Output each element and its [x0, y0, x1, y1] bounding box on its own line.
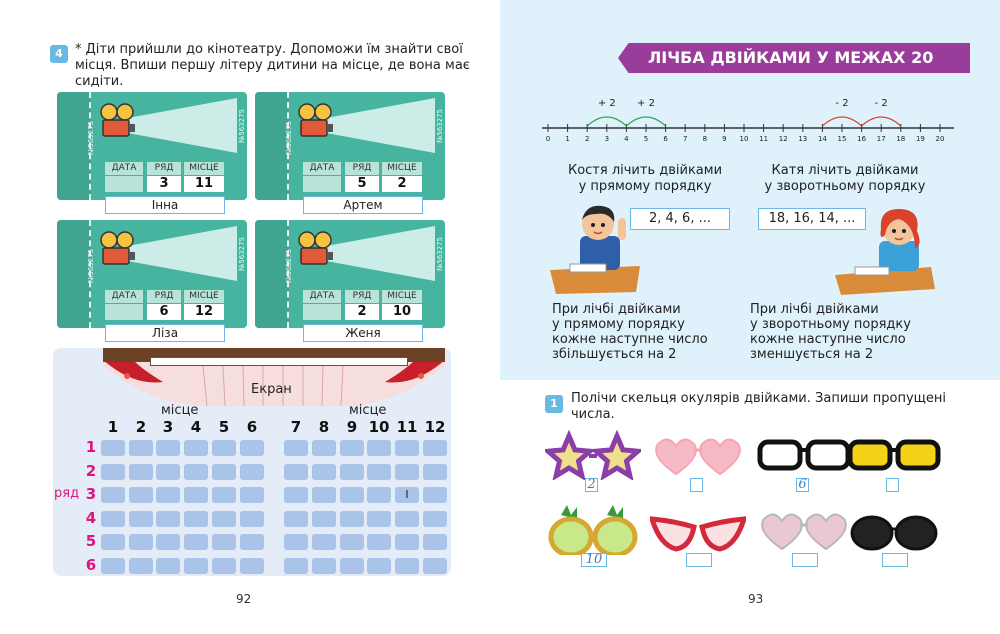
- ticket-stub: [57, 92, 91, 200]
- number-line-tick-label: 7: [682, 135, 688, 143]
- black-glasses-icon: [756, 430, 852, 480]
- missing-number-field[interactable]: 10: [581, 553, 607, 567]
- task-4-line-2: місця. Впиши першу літеру дитини на місце, де вона має: [75, 58, 470, 73]
- seat-row-number: 5: [85, 532, 97, 550]
- ticket-date-label: ДАТА: [105, 290, 143, 303]
- hall-seat[interactable]: [240, 511, 264, 527]
- hall-seat[interactable]: [395, 534, 419, 550]
- katia-rule-1: При лічбі двійками: [750, 302, 879, 317]
- hall-seat[interactable]: [284, 534, 308, 550]
- ticket-seat-label: МІСЦЕ: [184, 162, 224, 175]
- glasses-item: [846, 430, 942, 484]
- hall-seat[interactable]: [340, 511, 364, 527]
- number-line-tick-label: 15: [837, 135, 847, 143]
- glasses-item: [545, 505, 641, 559]
- ticket-seat-label: МІСЦЕ: [382, 162, 422, 175]
- number-line-tick-label: 3: [604, 135, 610, 143]
- hall-seat[interactable]: [312, 464, 336, 480]
- hall-seat[interactable]: [212, 464, 236, 480]
- kostia-caption-2: у прямому порядку: [578, 179, 712, 194]
- kostia-rule-2: у прямому порядку: [552, 317, 685, 332]
- hall-seat[interactable]: [101, 487, 125, 503]
- task-1-line-2: числа.: [571, 407, 615, 422]
- minus-jump-arc-label: - 2: [874, 98, 888, 109]
- hall-seat[interactable]: [340, 440, 364, 456]
- missing-number-field[interactable]: 2: [585, 478, 598, 492]
- hall-seat[interactable]: [129, 511, 153, 527]
- ticket-row-label: РЯД: [147, 290, 181, 303]
- hall-seat[interactable]: [212, 440, 236, 456]
- seat-column-number: 3: [162, 418, 174, 436]
- projector-icon: [295, 102, 335, 142]
- number-line-tick-label: 14: [817, 135, 827, 143]
- hall-seat[interactable]: [340, 487, 364, 503]
- number-line-tick-label: 20: [935, 135, 945, 143]
- number-line-tick-label: 13: [798, 135, 808, 143]
- ticket-seat-value: 11: [184, 176, 224, 192]
- hall-seat[interactable]: [423, 464, 447, 480]
- ticket-serial-left: №563275: [87, 248, 95, 283]
- ticket-owner-name: Інна: [105, 196, 225, 214]
- ticket-stub: [57, 220, 91, 328]
- seat-column-number: 8: [318, 418, 330, 436]
- missing-number-field[interactable]: [882, 553, 908, 567]
- ticket-date-value: [105, 304, 143, 320]
- missing-number-field[interactable]: [886, 478, 899, 492]
- katia-rule-2: у зворотньому порядку: [750, 317, 911, 332]
- number-line-tick-label: 17: [876, 135, 886, 143]
- number-line-tick-label: 18: [896, 135, 906, 143]
- ticket-owner-name: Артем: [303, 196, 423, 214]
- number-line-tick-label: 11: [759, 135, 769, 143]
- hall-seat[interactable]: [395, 511, 419, 527]
- cinema-hall: [53, 348, 451, 576]
- hall-seat[interactable]: [212, 511, 236, 527]
- ticket-serial-left: №563275: [285, 120, 293, 155]
- hall-seat[interactable]: [129, 464, 153, 480]
- seat-column-number: 12: [424, 418, 446, 436]
- hall-seat[interactable]: [367, 487, 391, 503]
- hall-seat[interactable]: [156, 440, 180, 456]
- hall-seat[interactable]: [184, 511, 208, 527]
- number-line-tick-label: 12: [778, 135, 788, 143]
- seat-column-number: 9: [346, 418, 358, 436]
- seat-row-number: 4: [85, 508, 97, 527]
- kostia-rule-1: При лічбі двійками: [552, 302, 681, 317]
- hall-seat[interactable]: [284, 511, 308, 527]
- katia-rule-4: зменшується на 2: [750, 347, 874, 362]
- task-4-badge: 4: [50, 45, 68, 63]
- hall-seat[interactable]: [212, 534, 236, 550]
- ticket-date-value: [105, 176, 143, 192]
- hall-seat[interactable]: [101, 534, 125, 550]
- hall-seat[interactable]: [156, 534, 180, 550]
- glasses-item: [846, 505, 942, 559]
- glasses-item: [756, 430, 852, 484]
- katia-caption-1: Катя лічить двійками: [771, 163, 919, 178]
- hall-seat[interactable]: [212, 558, 236, 574]
- screen-label: Екран: [251, 382, 292, 397]
- ticket-row-value: 3: [147, 176, 181, 192]
- heart-glasses-icon: [650, 430, 746, 480]
- glasses-item: [756, 505, 852, 559]
- ticket-date-label: ДАТА: [105, 162, 143, 175]
- hall-seat[interactable]: [129, 558, 153, 574]
- number-line-tick-label: 4: [624, 135, 629, 143]
- hall-seat[interactable]: [367, 511, 391, 527]
- hall-seat[interactable]: [129, 487, 153, 503]
- hall-seat[interactable]: [312, 558, 336, 574]
- red-cat-eye-glasses-icon: [650, 505, 746, 555]
- round-black-sunglasses-icon: [846, 505, 942, 555]
- projector-icon: [97, 102, 137, 142]
- ticket-body: [255, 92, 445, 200]
- kostia-illustration: [550, 200, 640, 295]
- hall-seat[interactable]: [423, 511, 447, 527]
- cinema-ticket: [255, 92, 445, 200]
- ticket-seat-label: МІСЦЕ: [382, 290, 422, 303]
- ticket-row-label: РЯД: [345, 162, 379, 175]
- number-line-tick-label: 10: [739, 135, 749, 143]
- hall-seat[interactable]: [284, 464, 308, 480]
- glasses-item: [650, 505, 746, 559]
- hall-seat[interactable]: [184, 558, 208, 574]
- missing-number-field[interactable]: [792, 553, 818, 567]
- hall-seat[interactable]: [184, 464, 208, 480]
- seat-row-number: 1: [85, 438, 97, 456]
- page-number-right: 93: [748, 592, 764, 606]
- hall-seat[interactable]: [312, 440, 336, 456]
- number-line-tick-label: 19: [915, 135, 925, 143]
- star-glasses-icon: [545, 430, 641, 480]
- kostia-caption-1: Костя лічить двійками: [567, 163, 723, 178]
- ticket-body: [255, 220, 445, 328]
- ticket-body: [57, 92, 247, 200]
- page-number-left: 92: [236, 592, 252, 606]
- hall-seat[interactable]: [312, 487, 336, 503]
- hall-seat[interactable]: [129, 440, 153, 456]
- hall-seat[interactable]: [395, 464, 419, 480]
- silver-heart-glasses-icon: [756, 505, 852, 555]
- missing-number-field[interactable]: [686, 553, 712, 567]
- katia-caption-2: у зворотньому порядку: [764, 179, 926, 194]
- hall-seat[interactable]: [101, 464, 125, 480]
- hall-seat[interactable]: [284, 440, 308, 456]
- pineapple-glasses-icon: [545, 505, 641, 555]
- seat-row-number: 3: [85, 485, 97, 503]
- ticket-stub: [255, 92, 289, 200]
- cinema-ticket: [57, 220, 247, 328]
- ticket-serial-left: №563275: [285, 248, 293, 283]
- seat-column-number: 6: [246, 418, 258, 436]
- hall-seat[interactable]: [284, 487, 308, 503]
- katia-speech: 18, 16, 14, ...: [758, 208, 866, 230]
- kostia-speech: 2, 4, 6, ...: [630, 208, 730, 230]
- glasses-item: [545, 430, 641, 484]
- ticket-serial-left: №563275: [87, 120, 95, 155]
- projector-icon: [97, 230, 137, 270]
- hall-seat[interactable]: [423, 440, 447, 456]
- ticket-row-value: 6: [147, 304, 181, 320]
- number-line-tick-label: 6: [663, 135, 668, 143]
- seat-column-number: 10: [368, 418, 390, 436]
- topic-title: ЛІЧБА ДВІЙКАМИ У МЕЖАХ 20: [648, 48, 934, 67]
- ticket-date-label: ДАТА: [303, 162, 341, 175]
- number-line-tick-label: 1: [565, 135, 570, 143]
- hall-seat[interactable]: [423, 558, 447, 574]
- ticket-row-value: 5: [345, 176, 379, 192]
- seat-column-number: 2: [135, 418, 147, 436]
- seat-column-number: 5: [218, 418, 230, 436]
- katia-rule-3: кожне наступне число: [750, 332, 906, 347]
- hall-seat[interactable]: [284, 558, 308, 574]
- ticket-seat-value: 2: [382, 176, 422, 192]
- hall-seat[interactable]: [101, 440, 125, 456]
- ticket-body: [57, 220, 247, 328]
- kostia-rule-4: збільшується на 2: [552, 347, 677, 362]
- hall-seat[interactable]: [367, 464, 391, 480]
- hall-seat[interactable]: [312, 511, 336, 527]
- hall-seat[interactable]: [423, 534, 447, 550]
- kostia-rule-3: кожне наступне число: [552, 332, 708, 347]
- missing-number-field[interactable]: 6: [796, 478, 809, 492]
- task-1-badge: 1: [545, 395, 563, 413]
- row-label: ряд: [54, 486, 80, 501]
- cinema-screen: [150, 357, 408, 366]
- hall-seat[interactable]: [340, 558, 364, 574]
- ticket-seat-label: МІСЦЕ: [184, 290, 224, 303]
- task-4-line-3: сидіти.: [75, 74, 124, 89]
- hall-seat[interactable]: [240, 464, 264, 480]
- hall-seat[interactable]: [184, 534, 208, 550]
- hall-seat[interactable]: [240, 558, 264, 574]
- projector-icon: [295, 230, 335, 270]
- ticket-date-value: [303, 304, 341, 320]
- hall-seat[interactable]: [212, 487, 236, 503]
- ticket-date-value: [303, 176, 341, 192]
- hall-seat[interactable]: [340, 534, 364, 550]
- number-line-tick-label: 2: [584, 135, 590, 143]
- seat-column-number: 7: [290, 418, 302, 436]
- hall-seat[interactable]: [340, 464, 364, 480]
- number-line-tick-label: 9: [722, 135, 727, 143]
- plus-jump-arc-label: + 2: [597, 98, 616, 109]
- ticket-serial-right: №563275: [237, 236, 246, 272]
- hall-seat[interactable]: [367, 534, 391, 550]
- hall-seat[interactable]: [240, 534, 264, 550]
- ticket-row-label: РЯД: [147, 162, 181, 175]
- number-line-tick-label: 0: [545, 135, 551, 143]
- plus-jump-arc-label: + 2: [637, 98, 655, 109]
- hall-seat[interactable]: [129, 534, 153, 550]
- yellow-sunglasses-icon: [846, 430, 942, 480]
- hall-seat[interactable]: [312, 534, 336, 550]
- minus-jump-arc-label: - 2: [835, 98, 849, 109]
- number-line: [540, 90, 960, 150]
- seat-label-right: місце: [349, 403, 387, 418]
- right-page: [500, 0, 1000, 634]
- hall-seat[interactable]: [184, 487, 208, 503]
- hall-seat[interactable]: І: [395, 487, 419, 503]
- ticket-serial-right: №563275: [237, 108, 246, 144]
- hall-seat[interactable]: [184, 440, 208, 456]
- hall-seat[interactable]: [423, 487, 447, 503]
- hall-seat[interactable]: [367, 558, 391, 574]
- hall-seat[interactable]: [156, 558, 180, 574]
- ticket-stub: [255, 220, 289, 328]
- ticket-seat-value: 12: [184, 304, 224, 320]
- hall-seat[interactable]: [101, 558, 125, 574]
- cinema-ticket: [255, 220, 445, 328]
- ticket-date-label: ДАТА: [303, 290, 341, 303]
- seat-column-number: 11: [396, 418, 418, 436]
- hall-seat[interactable]: [156, 511, 180, 527]
- glasses-item: [650, 430, 746, 484]
- number-line-tick-label: 8: [702, 135, 708, 143]
- task-1-line-1: Полічи скельця окулярів двійками. Запиши пропущені: [571, 391, 946, 406]
- missing-number-field[interactable]: [690, 478, 703, 492]
- hall-seat[interactable]: [156, 464, 180, 480]
- ticket-serial-right: №563275: [435, 108, 444, 144]
- hall-seat[interactable]: [395, 558, 419, 574]
- hall-seat[interactable]: [101, 511, 125, 527]
- seat-row-number: 6: [85, 555, 97, 574]
- ticket-seat-value: 10: [382, 304, 422, 320]
- cinema-ticket: [57, 92, 247, 200]
- hall-seat[interactable]: [156, 487, 180, 503]
- number-line-tick-label: 5: [643, 135, 649, 143]
- ticket-row-label: РЯД: [345, 290, 379, 303]
- hall-seat[interactable]: [240, 440, 264, 456]
- seat-column-number: 1: [107, 418, 119, 436]
- hall-seat[interactable]: [367, 440, 391, 456]
- ticket-owner-name: Ліза: [105, 324, 225, 342]
- task-4-line-1: * Діти прийшли до кінотеатру. Допоможи їм знайти свої: [75, 42, 463, 57]
- ticket-owner-name: Женя: [303, 324, 423, 342]
- ticket-serial-right: №563275: [435, 236, 444, 272]
- seat-row-number: 2: [85, 461, 97, 480]
- ticket-row-value: 2: [345, 304, 379, 320]
- hall-seat[interactable]: [395, 440, 419, 456]
- hall-seat[interactable]: [240, 487, 264, 503]
- number-line-tick-label: 16: [857, 135, 867, 143]
- seat-label-left: місце: [161, 403, 199, 418]
- seat-column-number: 4: [190, 418, 202, 436]
